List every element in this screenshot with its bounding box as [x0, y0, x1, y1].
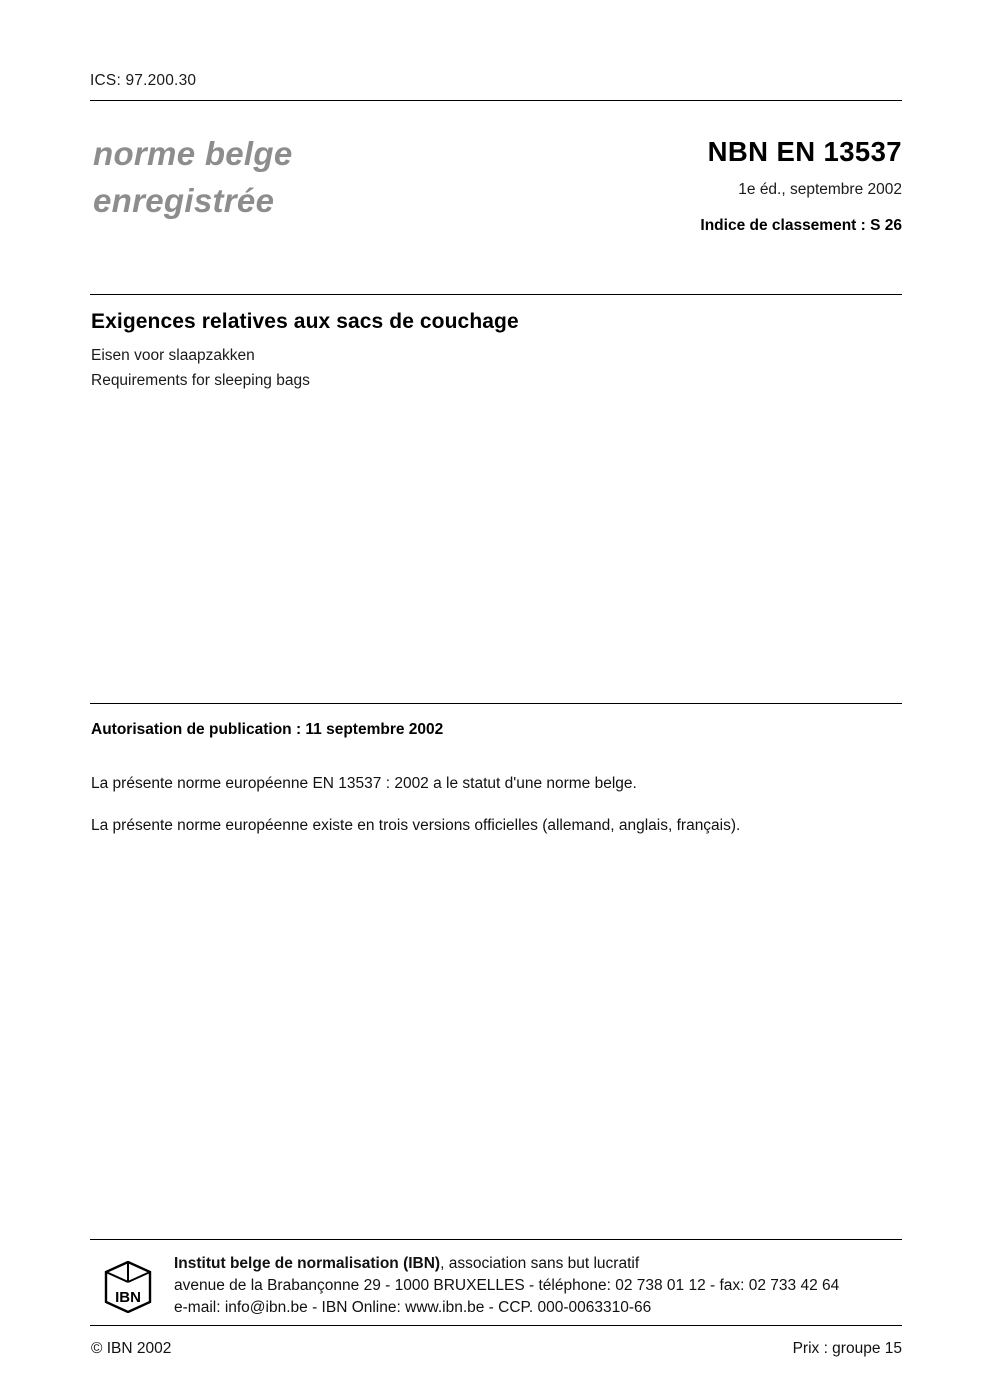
svg-text:IBN: IBN [115, 1289, 141, 1306]
standard-body-name-line2: enregistrée [93, 181, 275, 219]
footer-contact-block [174, 1253, 839, 1319]
publication-authorisation: Autorisation de publication : 11 septembre 2002 [91, 721, 444, 738]
standard-reference-block [700, 136, 902, 235]
divider-publication [90, 703, 902, 704]
divider-top [90, 100, 902, 101]
divider-title [90, 294, 902, 295]
page-title: Exigences relatives aux sacs de couchage [91, 310, 519, 333]
standard-body-name [93, 131, 293, 225]
footer [90, 1253, 902, 1323]
divider-footer [90, 1239, 902, 1240]
footer-organisation-suffix: , association sans but lucratif [440, 1255, 640, 1272]
footer-organisation: Institut belge de normalisation (IBN) [174, 1255, 441, 1272]
page-title-english: Requirements for sleeping bags [91, 372, 310, 389]
standard-edition: 1e éd., septembre 2002 [738, 181, 902, 198]
standard-body-name-line1: norme belge [93, 135, 293, 172]
footer-contact: e-mail: info@ibn.be - IBN Online: www.ibn.be - CCP. 000-0063310-66 [174, 1299, 652, 1316]
copyright-notice: © IBN 2002 [91, 1340, 172, 1357]
page-content [90, 0, 902, 1393]
divider-bottom [90, 1325, 902, 1326]
standard-number: NBN EN 13537 [707, 136, 902, 167]
footer-organisation-line [174, 1253, 839, 1275]
ibn-logo-icon [104, 1261, 152, 1313]
footer-address: avenue de la Brabançonne 29 - 1000 BRUXELLES - téléphone: 02 738 01 12 - fax: 02 733 42 64 [174, 1277, 840, 1294]
standard-classification-index: Indice de classement : S 26 [700, 217, 902, 234]
publication-paragraph-1: La présente norme européenne EN 13537 : 2002 a le statut d'une norme belge. [91, 775, 637, 792]
price-group: Prix : groupe 15 [792, 1340, 902, 1357]
page-title-dutch: Eisen voor slaapzakken [91, 347, 255, 364]
ics-code: ICS: 97.200.30 [90, 72, 197, 89]
publication-paragraph-2: La présente norme européenne existe en trois versions officielles (allemand, anglais, français). [91, 817, 741, 834]
